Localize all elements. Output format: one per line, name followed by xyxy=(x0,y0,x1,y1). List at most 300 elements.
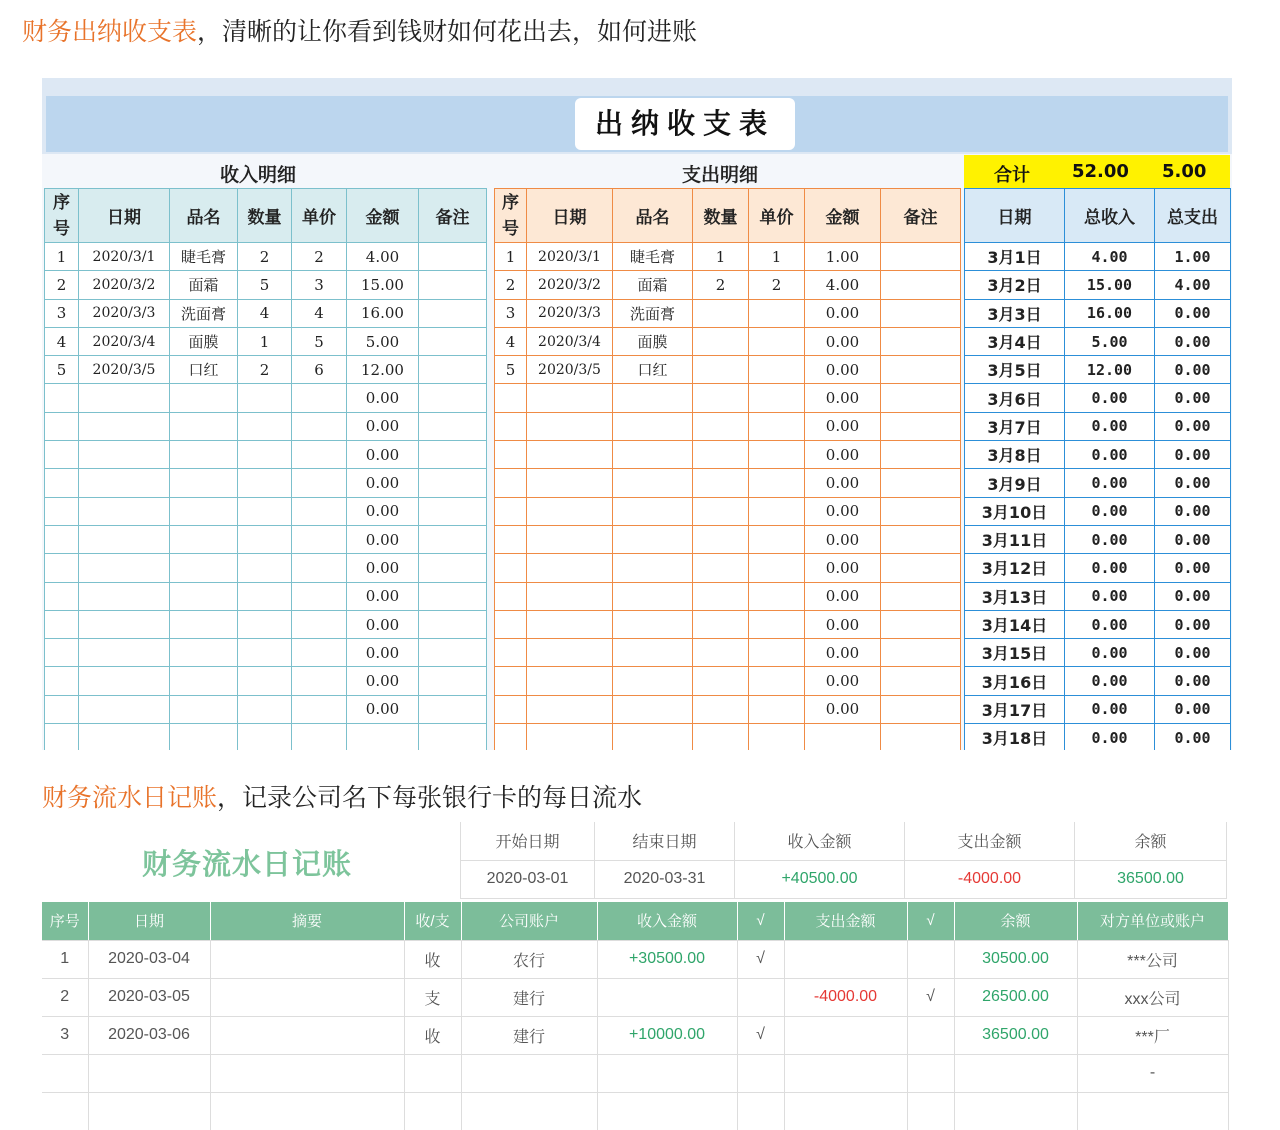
journal-cell xyxy=(907,940,954,978)
expense-cell xyxy=(527,525,613,553)
expense-cell xyxy=(881,724,961,750)
expense-cell xyxy=(613,469,693,497)
expense-header-cell: 品名 xyxy=(613,189,693,243)
expense-cell xyxy=(749,582,805,610)
expense-cell xyxy=(495,525,527,553)
summary-cell: 0.00 xyxy=(1065,384,1155,412)
expense-cell xyxy=(881,356,961,384)
summary-cell: 0.00 xyxy=(1155,356,1231,384)
summary-cell: 0.00 xyxy=(1155,441,1231,469)
summary-cell: 3月6日 xyxy=(965,384,1065,412)
total-income: 52.00 xyxy=(1072,161,1129,182)
income-cell xyxy=(419,441,487,469)
expense-cell xyxy=(613,667,693,695)
expense-cell: 0.00 xyxy=(805,639,881,667)
expense-cell: 1 xyxy=(749,243,805,271)
summary-row xyxy=(965,299,1231,327)
expense-cell xyxy=(495,695,527,723)
income-cell: 2 xyxy=(238,243,292,271)
expense-cell xyxy=(495,639,527,667)
income-cell xyxy=(170,412,238,440)
income-cell xyxy=(79,554,170,582)
journal-header-cell: 日期 xyxy=(88,902,210,940)
summary-cell: 0.00 xyxy=(1155,412,1231,440)
income-cell: 4.00 xyxy=(347,243,419,271)
summary-row xyxy=(965,356,1231,384)
income-cell xyxy=(45,695,79,723)
summary-cell: 0.00 xyxy=(1155,724,1231,750)
summary-cell: 0.00 xyxy=(1065,525,1155,553)
summary-cell: 0.00 xyxy=(1155,384,1231,412)
journal-cell: 3 xyxy=(42,1016,88,1054)
summary-header-cell: 总支出 xyxy=(1155,189,1231,243)
expense-cell: 2020/3/3 xyxy=(527,299,613,327)
income-cell xyxy=(419,695,487,723)
income-cell: 0.00 xyxy=(347,667,419,695)
expense-cell xyxy=(881,412,961,440)
journal-cell xyxy=(88,1054,210,1092)
expense-row xyxy=(495,356,961,384)
expense-row xyxy=(495,243,961,271)
expense-cell xyxy=(613,724,693,750)
income-row xyxy=(45,412,487,440)
income-cell: 2020/3/1 xyxy=(79,243,170,271)
journal-cell xyxy=(597,978,737,1016)
expense-cell xyxy=(527,441,613,469)
summary-cell: 3月17日 xyxy=(965,695,1065,723)
income-cell: 0.00 xyxy=(347,610,419,638)
expense-cell xyxy=(693,384,749,412)
journal-summary-header-row xyxy=(461,822,1227,860)
expense-cell xyxy=(693,441,749,469)
expense-cell xyxy=(613,497,693,525)
income-cell xyxy=(419,554,487,582)
summary-cell: 3月3日 xyxy=(965,299,1065,327)
summary-cell: 3月10日 xyxy=(965,497,1065,525)
journal-summary-header-cell: 开始日期 xyxy=(461,822,595,860)
income-cell xyxy=(79,384,170,412)
expense-cell: 5 xyxy=(495,356,527,384)
income-cell xyxy=(79,525,170,553)
expense-row xyxy=(495,639,961,667)
summary-cell: 0.00 xyxy=(1155,639,1231,667)
income-cell xyxy=(170,639,238,667)
summary-row xyxy=(965,469,1231,497)
income-header-cell: 备注 xyxy=(419,189,487,243)
journal-cell xyxy=(737,1092,784,1130)
expense-row xyxy=(495,271,961,299)
expense-cell xyxy=(495,469,527,497)
journal-title: 财务流水日记账 xyxy=(142,849,353,881)
expense-cell: 0.00 xyxy=(805,384,881,412)
expense-cell xyxy=(495,412,527,440)
journal-cell xyxy=(42,1054,88,1092)
expense-cell xyxy=(881,271,961,299)
income-cell: 12.00 xyxy=(347,356,419,384)
journal-cell: -4000.00 xyxy=(784,978,907,1016)
income-row xyxy=(45,695,487,723)
expense-cell: 0.00 xyxy=(805,695,881,723)
income-cell xyxy=(170,554,238,582)
expense-cell xyxy=(749,412,805,440)
expense-cell xyxy=(693,667,749,695)
journal-cell: ***公司 xyxy=(1077,940,1228,978)
income-cell xyxy=(238,384,292,412)
income-row xyxy=(45,299,487,327)
income-cell xyxy=(419,582,487,610)
summary-cell: 0.00 xyxy=(1065,582,1155,610)
expense-cell xyxy=(881,469,961,497)
summary-cell: 0.00 xyxy=(1155,497,1231,525)
summary-row xyxy=(965,243,1231,271)
income-cell xyxy=(292,667,347,695)
income-cell xyxy=(79,610,170,638)
expense-cell: 2020/3/1 xyxy=(527,243,613,271)
expense-cell: 4.00 xyxy=(805,271,881,299)
income-row xyxy=(45,639,487,667)
income-cell xyxy=(170,469,238,497)
summary-row xyxy=(965,554,1231,582)
summary-cell: 0.00 xyxy=(1155,525,1231,553)
journal-table xyxy=(42,902,1229,1130)
income-cell xyxy=(45,384,79,412)
expense-cell xyxy=(693,724,749,750)
journal-cell: 建行 xyxy=(461,1016,597,1054)
income-row xyxy=(45,327,487,355)
income-cell xyxy=(79,639,170,667)
journal-header-cell: 余额 xyxy=(954,902,1077,940)
expense-cell xyxy=(495,724,527,750)
expense-cell xyxy=(749,327,805,355)
expense-cell xyxy=(693,412,749,440)
journal-cell xyxy=(737,1054,784,1092)
expense-cell: 3 xyxy=(495,299,527,327)
income-cell xyxy=(238,724,292,750)
journal-cell xyxy=(597,1092,737,1130)
summary-cell: 3月7日 xyxy=(965,412,1065,440)
journal-cell: +30500.00 xyxy=(597,940,737,978)
journal-cell xyxy=(784,1054,907,1092)
income-header-cell: 日期 xyxy=(79,189,170,243)
income-cell: 0.00 xyxy=(347,497,419,525)
expense-cell xyxy=(693,582,749,610)
summary-cell: 16.00 xyxy=(1065,299,1155,327)
summary-cell: 3月13日 xyxy=(965,582,1065,610)
summary-cell: 3月5日 xyxy=(965,356,1065,384)
income-cell: 0.00 xyxy=(347,469,419,497)
income-cell xyxy=(79,412,170,440)
expense-cell xyxy=(613,695,693,723)
income-cell xyxy=(292,384,347,412)
expense-cell: 0.00 xyxy=(805,525,881,553)
journal-cell: 收 xyxy=(404,1016,461,1054)
expense-cell xyxy=(527,582,613,610)
expense-cell xyxy=(749,299,805,327)
journal-cell: √ xyxy=(737,940,784,978)
income-cell: 2 xyxy=(238,356,292,384)
income-cell: 2020/3/4 xyxy=(79,327,170,355)
headline-journal xyxy=(42,778,642,814)
income-cell: 2 xyxy=(292,243,347,271)
journal-header-cell: 公司账户 xyxy=(461,902,597,940)
summary-cell: 0.00 xyxy=(1065,667,1155,695)
expense-cell: 2020/3/4 xyxy=(527,327,613,355)
ledger-title: 出纳收支表 xyxy=(575,98,795,150)
expense-cell xyxy=(527,639,613,667)
expense-cell: 口红 xyxy=(613,356,693,384)
journal-cell: 2 xyxy=(42,978,88,1016)
headline-ledger-rest: ，清晰的让你看到钱财如何花出去，如何进账 xyxy=(197,18,698,46)
expense-cell xyxy=(881,667,961,695)
expense-cell xyxy=(749,639,805,667)
income-cell: 3 xyxy=(292,271,347,299)
income-cell: 0.00 xyxy=(347,441,419,469)
expense-cell xyxy=(693,497,749,525)
expense-cell xyxy=(881,243,961,271)
expense-cell: 面霜 xyxy=(613,271,693,299)
total-bar xyxy=(964,155,1230,188)
expense-cell xyxy=(495,582,527,610)
income-cell xyxy=(292,695,347,723)
income-cell: 0.00 xyxy=(347,554,419,582)
income-cell: 1 xyxy=(238,327,292,355)
journal-cell: 2020-03-05 xyxy=(88,978,210,1016)
summary-cell: 0.00 xyxy=(1155,582,1231,610)
expense-row xyxy=(495,695,961,723)
income-cell: 3 xyxy=(45,299,79,327)
total-label: 合计 xyxy=(994,165,1030,186)
expense-row xyxy=(495,724,961,750)
summary-row xyxy=(965,525,1231,553)
expense-cell xyxy=(881,582,961,610)
expense-cell xyxy=(881,695,961,723)
income-cell: 2 xyxy=(45,271,79,299)
journal-cell: xxx公司 xyxy=(1077,978,1228,1016)
journal-cell xyxy=(461,1092,597,1130)
income-cell: 5 xyxy=(238,271,292,299)
expense-cell xyxy=(881,554,961,582)
expense-cell xyxy=(613,554,693,582)
expense-cell: 0.00 xyxy=(805,441,881,469)
income-cell xyxy=(79,695,170,723)
income-cell xyxy=(419,271,487,299)
income-cell xyxy=(419,497,487,525)
income-cell xyxy=(170,610,238,638)
expense-section-title: 支出明细 xyxy=(682,164,759,186)
income-cell xyxy=(238,610,292,638)
summary-cell: 3月11日 xyxy=(965,525,1065,553)
income-cell: 0.00 xyxy=(347,384,419,412)
expense-cell: 2020/3/2 xyxy=(527,271,613,299)
summary-cell: 4.00 xyxy=(1065,243,1155,271)
journal-cell: - xyxy=(1077,1054,1228,1092)
income-cell xyxy=(292,639,347,667)
journal-cell: 30500.00 xyxy=(954,940,1077,978)
income-cell xyxy=(79,667,170,695)
journal-cell xyxy=(907,1054,954,1092)
expense-cell xyxy=(495,610,527,638)
expense-cell xyxy=(495,667,527,695)
income-cell xyxy=(45,525,79,553)
income-cell xyxy=(170,384,238,412)
expense-row xyxy=(495,497,961,525)
expense-cell xyxy=(527,724,613,750)
income-detail-table xyxy=(44,188,487,750)
expense-cell xyxy=(693,610,749,638)
journal-cell xyxy=(784,1016,907,1054)
expense-cell xyxy=(693,525,749,553)
summary-cell: 3月18日 xyxy=(965,724,1065,750)
expense-header-cell: 金额 xyxy=(805,189,881,243)
headline-ledger xyxy=(22,12,697,48)
income-cell: 5 xyxy=(45,356,79,384)
income-cell: 4 xyxy=(238,299,292,327)
journal-summary-header-cell: 结束日期 xyxy=(595,822,735,860)
income-row xyxy=(45,271,487,299)
income-cell xyxy=(292,724,347,750)
expense-cell xyxy=(881,384,961,412)
summary-row xyxy=(965,441,1231,469)
journal-header-cell: 序号 xyxy=(42,902,88,940)
summary-cell: 0.00 xyxy=(1155,695,1231,723)
journal-cell: 建行 xyxy=(461,978,597,1016)
cashier-ledger-sheet xyxy=(42,78,1232,750)
expense-cell xyxy=(613,582,693,610)
headline-journal-highlight: 财务流水日记账 xyxy=(42,784,218,812)
journal-cell: ***厂 xyxy=(1077,1016,1228,1054)
expense-cell: 4 xyxy=(495,327,527,355)
journal-cell xyxy=(784,940,907,978)
journal-summary-header-cell: 余额 xyxy=(1075,822,1227,860)
summary-cell: 0.00 xyxy=(1155,469,1231,497)
income-cell: 1 xyxy=(45,243,79,271)
expense-cell: 1.00 xyxy=(805,243,881,271)
income-cell xyxy=(79,469,170,497)
income-cell xyxy=(238,469,292,497)
expense-cell xyxy=(527,497,613,525)
income-cell: 0.00 xyxy=(347,695,419,723)
expense-cell: 1 xyxy=(693,243,749,271)
income-cell xyxy=(419,356,487,384)
income-row xyxy=(45,497,487,525)
journal-cell: √ xyxy=(907,978,954,1016)
income-cell xyxy=(238,667,292,695)
journal-header-cell: √ xyxy=(907,902,954,940)
expense-header-cell: 日期 xyxy=(527,189,613,243)
expense-cell: 2 xyxy=(495,271,527,299)
summary-row xyxy=(965,384,1231,412)
journal-cell xyxy=(210,1092,404,1130)
journal-summary-table xyxy=(460,822,1227,899)
income-cell xyxy=(419,299,487,327)
income-cell xyxy=(170,525,238,553)
expense-cell xyxy=(527,695,613,723)
income-header-cell: 金额 xyxy=(347,189,419,243)
summary-cell: 3月15日 xyxy=(965,639,1065,667)
summary-cell: 12.00 xyxy=(1065,356,1155,384)
journal-cell xyxy=(210,1016,404,1054)
expense-cell xyxy=(749,554,805,582)
expense-row xyxy=(495,469,961,497)
expense-cell xyxy=(749,356,805,384)
expense-cell xyxy=(881,639,961,667)
summary-cell: 0.00 xyxy=(1155,299,1231,327)
expense-cell xyxy=(613,639,693,667)
income-row xyxy=(45,243,487,271)
expense-detail-table xyxy=(494,188,961,750)
income-cell xyxy=(419,384,487,412)
income-cell xyxy=(170,724,238,750)
income-cell xyxy=(79,724,170,750)
expense-cell xyxy=(527,554,613,582)
expense-cell: 0.00 xyxy=(805,299,881,327)
journal-summary-value-cell: +40500.00 xyxy=(735,860,905,898)
summary-cell: 5.00 xyxy=(1065,327,1155,355)
expense-cell: 0.00 xyxy=(805,412,881,440)
journal-summary-header-cell: 支出金额 xyxy=(905,822,1075,860)
income-cell: 4 xyxy=(45,327,79,355)
journal-header-cell: 对方单位或账户 xyxy=(1077,902,1228,940)
journal-cell xyxy=(210,940,404,978)
expense-row xyxy=(495,441,961,469)
income-row xyxy=(45,525,487,553)
income-cell: 5.00 xyxy=(347,327,419,355)
income-cell: 睫毛膏 xyxy=(170,243,238,271)
summary-cell: 3月1日 xyxy=(965,243,1065,271)
income-cell: 0.00 xyxy=(347,412,419,440)
income-cell: 2020/3/2 xyxy=(79,271,170,299)
income-cell xyxy=(292,469,347,497)
expense-row xyxy=(495,299,961,327)
summary-cell: 1.00 xyxy=(1155,243,1231,271)
expense-header-row xyxy=(495,189,961,243)
income-row xyxy=(45,469,487,497)
expense-cell xyxy=(881,610,961,638)
summary-cell: 0.00 xyxy=(1065,610,1155,638)
income-cell: 口红 xyxy=(170,356,238,384)
expense-cell: 0.00 xyxy=(805,356,881,384)
summary-row xyxy=(965,724,1231,750)
expense-header-cell: 数量 xyxy=(693,189,749,243)
income-cell xyxy=(238,554,292,582)
journal-header-row xyxy=(42,902,1228,940)
summary-row xyxy=(965,639,1231,667)
expense-cell xyxy=(749,667,805,695)
summary-cell: 0.00 xyxy=(1065,441,1155,469)
expense-cell xyxy=(693,299,749,327)
journal-cell xyxy=(784,1092,907,1130)
income-cell: 2020/3/5 xyxy=(79,356,170,384)
summary-row xyxy=(965,610,1231,638)
expense-cell xyxy=(693,695,749,723)
summary-cell: 0.00 xyxy=(1155,610,1231,638)
summary-header-row xyxy=(965,189,1231,243)
expense-cell: 0.00 xyxy=(805,327,881,355)
income-header-cell: 单价 xyxy=(292,189,347,243)
income-header-cell: 序号 xyxy=(45,189,79,243)
summary-row xyxy=(965,497,1231,525)
summary-cell: 0.00 xyxy=(1065,724,1155,750)
expense-cell: 2 xyxy=(749,271,805,299)
total-expense: 5.00 xyxy=(1162,161,1207,182)
journal-cell xyxy=(597,1054,737,1092)
summary-cell: 3月4日 xyxy=(965,327,1065,355)
expense-cell xyxy=(749,441,805,469)
expense-cell xyxy=(881,299,961,327)
summary-cell: 0.00 xyxy=(1155,554,1231,582)
summary-header-cell: 总收入 xyxy=(1065,189,1155,243)
expense-cell xyxy=(613,610,693,638)
